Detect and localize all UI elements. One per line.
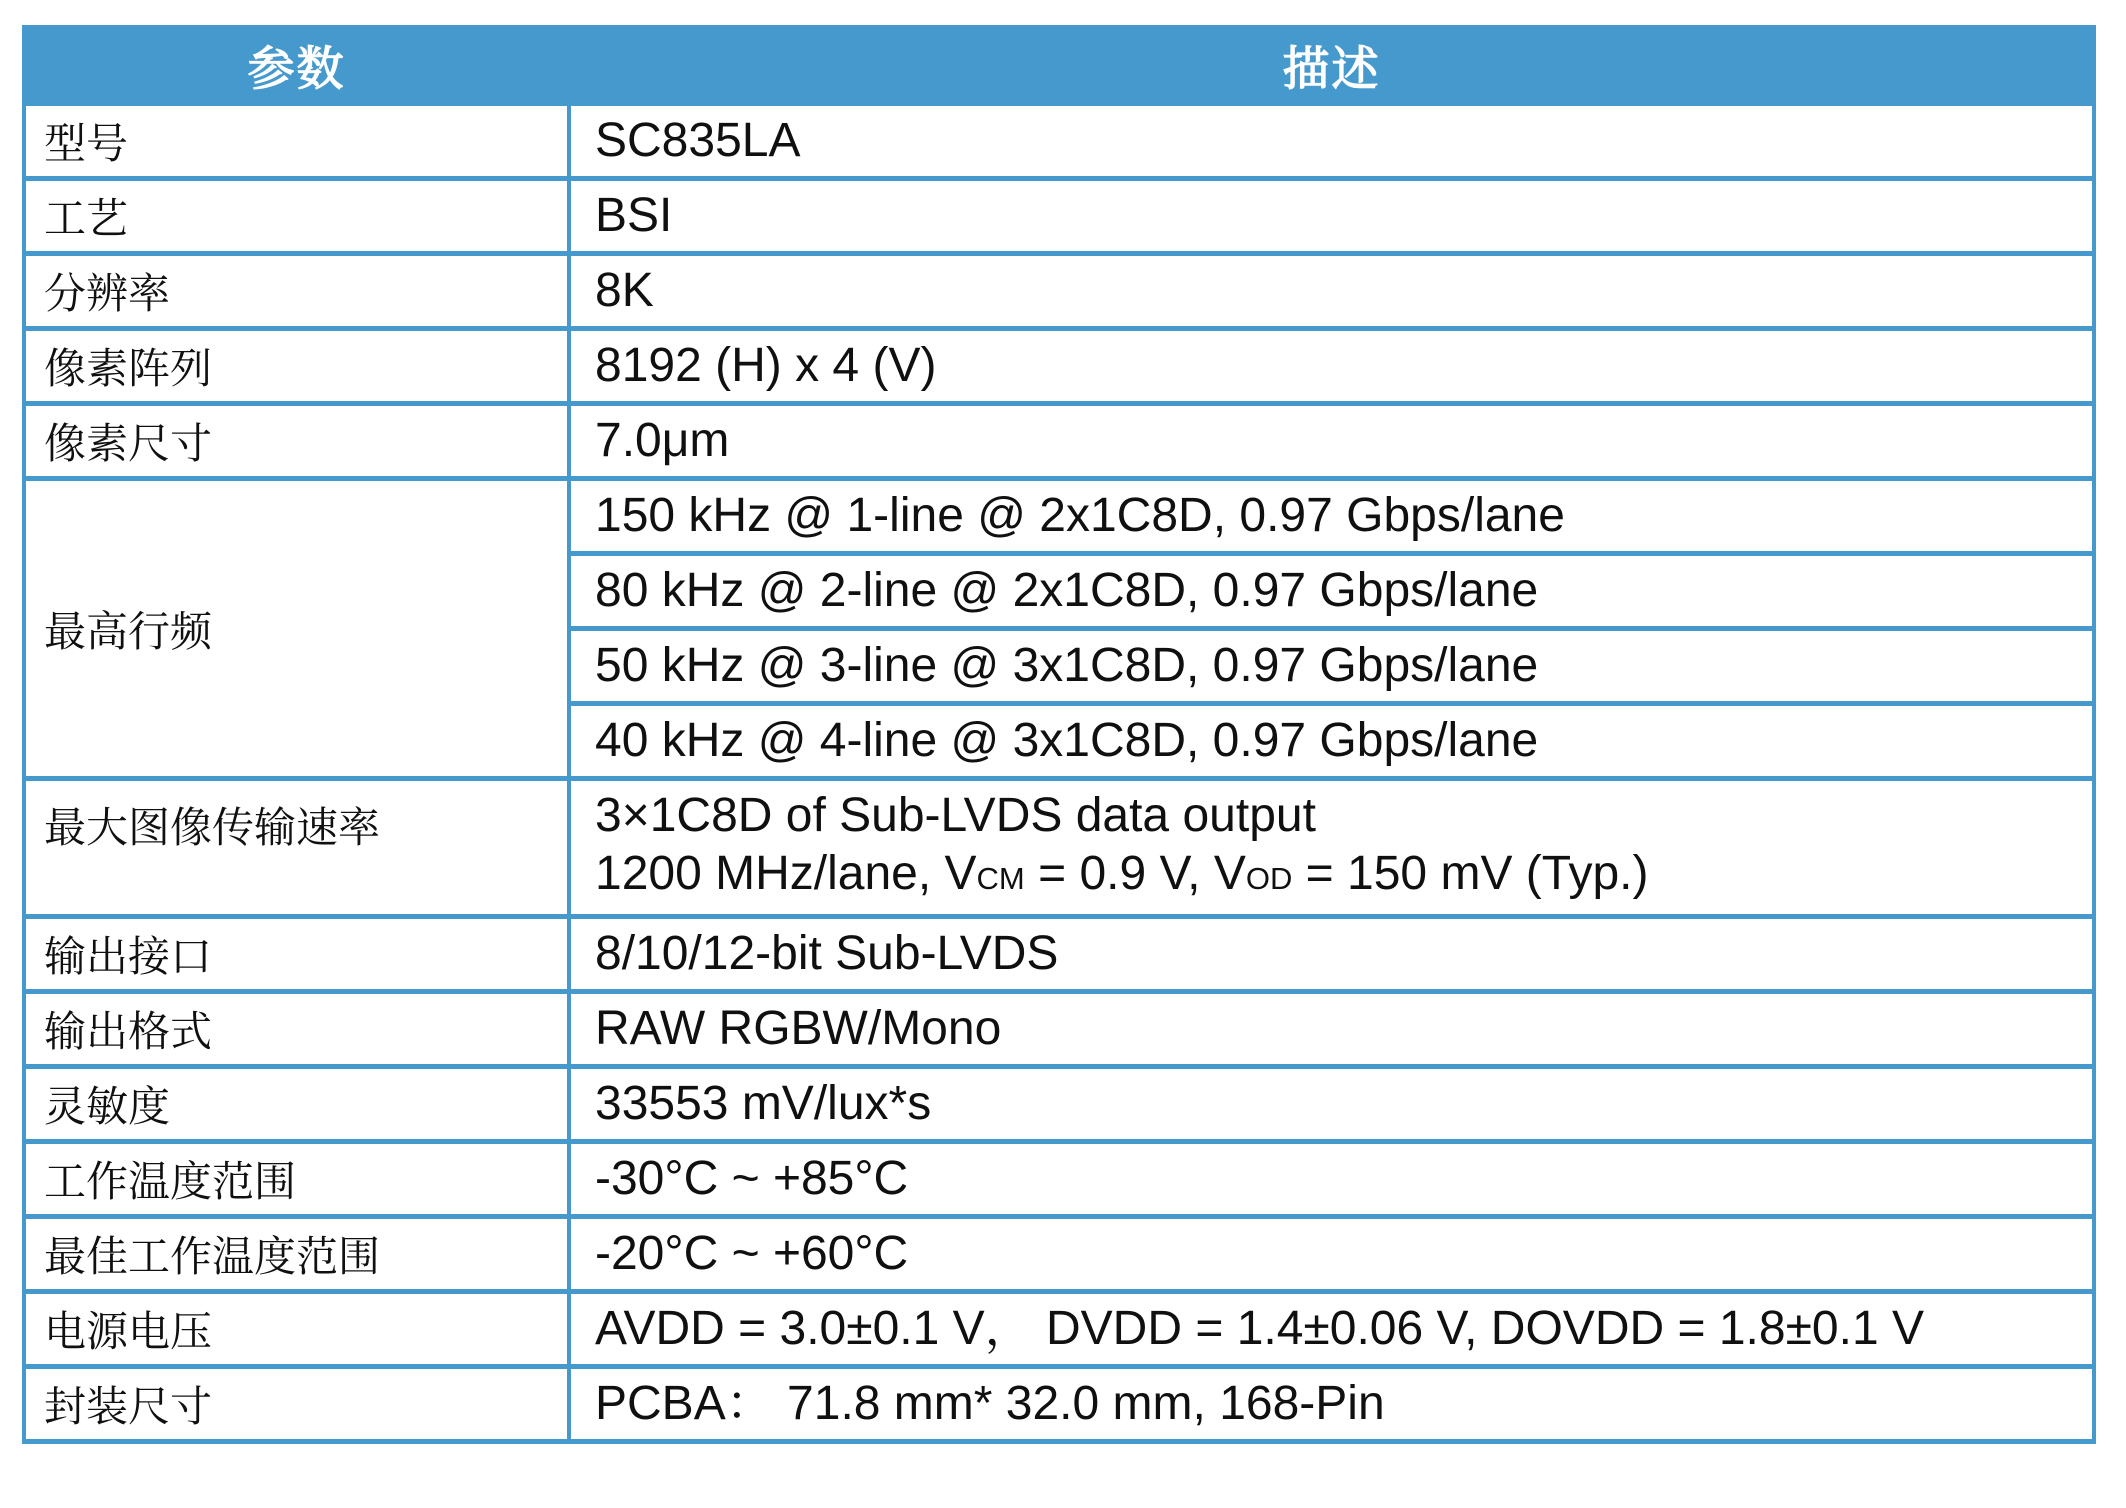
spec-row xyxy=(24,779,2094,917)
desc-line: 80 kHz @ 2-line @ 2x1C8D, 0.97 Gbps/lane xyxy=(595,564,1539,617)
param-label: 输出格式 xyxy=(24,992,569,1067)
spec-row xyxy=(24,329,2094,404)
param-label: 电源电压 xyxy=(24,1292,569,1367)
param-label: 最大图像传输速率 xyxy=(24,779,569,917)
desc-value xyxy=(569,1217,2094,1292)
desc-line: 40 kHz @ 4-line @ 3x1C8D, 0.97 Gbps/lane xyxy=(595,714,1539,767)
spec-row xyxy=(24,1292,2094,1367)
desc-line: 50 kHz @ 3-line @ 3x1C8D, 0.97 Gbps/lane xyxy=(595,639,1539,692)
desc-value xyxy=(569,629,2094,704)
spec-row xyxy=(24,1217,2094,1292)
table-body xyxy=(24,104,2094,1442)
desc-value xyxy=(569,1292,2094,1367)
desc-line: AVDD = 3.0±0.1 V， DVDD = 1.4±0.06 V, DOVDD = 1.8±0.1 V xyxy=(595,1302,1925,1355)
desc-value xyxy=(569,179,2094,254)
desc-line: -30°C ~ +85°C xyxy=(595,1152,909,1205)
sensor-spec-table xyxy=(22,25,2096,1444)
desc-value xyxy=(569,479,2094,554)
desc-value xyxy=(569,1067,2094,1142)
spec-row xyxy=(24,1067,2094,1142)
desc-line: BSI xyxy=(595,189,673,242)
spec-sheet-page xyxy=(22,25,2096,1444)
param-label: 工艺 xyxy=(24,179,569,254)
desc-line: 8192 (H) x 4 (V) xyxy=(595,339,937,392)
desc-line: 8/10/12-bit Sub-LVDS xyxy=(595,927,1059,980)
param-label: 像素尺寸 xyxy=(24,404,569,479)
desc-line: 7.0μm xyxy=(595,414,730,467)
desc-value xyxy=(569,1142,2094,1217)
desc-line: 150 kHz @ 1-line @ 2x1C8D, 0.97 Gbps/lane xyxy=(595,489,1565,542)
spec-row xyxy=(24,1367,2094,1442)
spec-row xyxy=(24,254,2094,329)
desc-value xyxy=(569,254,2094,329)
desc-line: PCBA： 71.8 mm* 32.0 mm, 168-Pin xyxy=(595,1377,1385,1430)
spec-row xyxy=(24,1142,2094,1217)
param-label: 工作温度范围 xyxy=(24,1142,569,1217)
desc-value xyxy=(569,554,2094,629)
param-label: 像素阵列 xyxy=(24,329,569,404)
param-label: 分辨率 xyxy=(24,254,569,329)
param-label: 型号 xyxy=(24,104,569,179)
param-label: 灵敏度 xyxy=(24,1067,569,1142)
desc-value xyxy=(569,329,2094,404)
desc-line: -20°C ~ +60°C xyxy=(595,1227,909,1280)
desc-value xyxy=(569,779,2094,917)
desc-line: 8K xyxy=(595,264,654,317)
param-label: 输出接口 xyxy=(24,917,569,992)
desc-value xyxy=(569,404,2094,479)
desc-line: 3×1C8D of Sub-LVDS data output xyxy=(595,789,1316,842)
desc-line: 33553 mV/lux*s xyxy=(595,1077,932,1130)
param-label: 最佳工作温度范围 xyxy=(24,1217,569,1292)
desc-line: SC835LA xyxy=(595,114,801,167)
header-cell-param: 参数 xyxy=(24,28,569,104)
spec-row xyxy=(24,179,2094,254)
spec-row xyxy=(24,404,2094,479)
param-label: 最高行频 xyxy=(24,479,569,779)
header-cell-desc: 描述 xyxy=(569,28,2094,104)
desc-value xyxy=(569,1367,2094,1442)
desc-line: 1200 MHz/lane, VCM = 0.9 V, VOD = 150 mV (Typ.) xyxy=(595,847,1649,900)
spec-row xyxy=(24,917,2094,992)
desc-value xyxy=(569,704,2094,779)
spec-row xyxy=(24,479,2094,554)
desc-value xyxy=(569,104,2094,179)
param-label: 封装尺寸 xyxy=(24,1367,569,1442)
spec-row xyxy=(24,104,2094,179)
desc-line: RAW RGBW/Mono xyxy=(595,1002,1002,1055)
desc-value xyxy=(569,917,2094,992)
desc-value xyxy=(569,992,2094,1067)
table-header-row xyxy=(24,28,2094,104)
spec-row xyxy=(24,992,2094,1067)
